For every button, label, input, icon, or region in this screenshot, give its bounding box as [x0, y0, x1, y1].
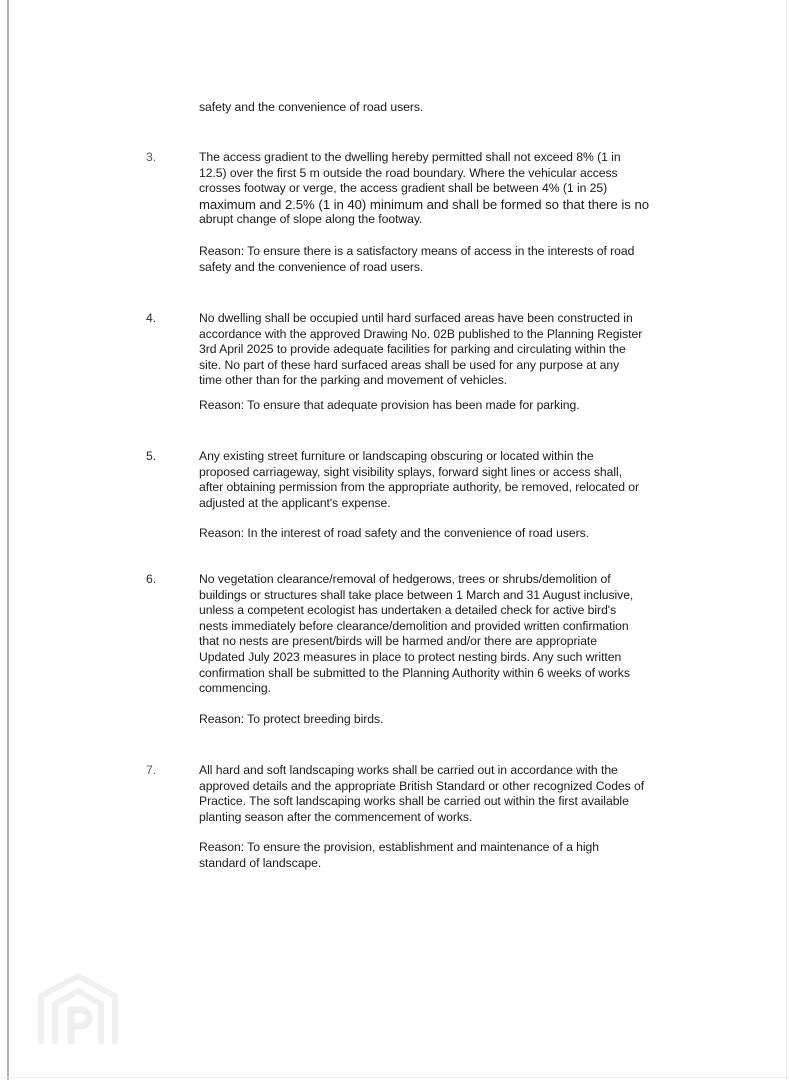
condition-number-7: 7.: [146, 763, 157, 777]
condition-7-reason: [199, 840, 669, 871]
text-line: buildings or structures shall take place between 1 March and 31 August inclusive,: [199, 587, 634, 602]
reason-line: safety and the convenience of road users.: [199, 259, 424, 274]
text-line: The access gradient to the dwelling hereby permitted shall not exceed 8% (1 in: [199, 150, 621, 164]
text-line: crosses footway or verge, the access gradient shall be between 4% (1 in 25): [199, 181, 608, 196]
scan-edge-left: [7, 0, 9, 1080]
text-line: Practice. The soft landscaping works shall be carried out within the first available: [199, 794, 629, 809]
text-line: No vegetation clearance/removal of hedgerows, trees or shrubs/demolition of: [199, 572, 611, 586]
condition-6-reason: [199, 712, 669, 728]
condition-3-reason: [199, 244, 669, 275]
text-line: approved details and the appropriate British Standard or other recognized Codes of: [199, 778, 645, 793]
continuation-text: [199, 100, 669, 116]
reason-line: standard of landscape.: [199, 855, 322, 870]
condition-5-reason: [199, 526, 669, 542]
condition-6-body: [199, 572, 669, 697]
text-line: All hard and soft landscaping works shall be carried out in accordance with the: [199, 763, 618, 777]
condition-7-body: [199, 763, 669, 825]
condition-3-body: [199, 150, 669, 228]
house-p-logo-icon: [36, 972, 120, 1046]
text-line: unless a competent ecologist has undertaken a detailed check for active bird's: [199, 603, 617, 618]
text-line: 3rd April 2025 to provide adequate facilities for parking and circulating within the: [199, 342, 626, 357]
condition-number-6: 6.: [146, 572, 157, 586]
text-line: 12.5) over the first 5 m outside the road boundary. Where the vehicular access: [199, 165, 618, 180]
condition-5-body: [199, 449, 669, 511]
reason-line: Reason: To ensure there is a satisfactory means of access in the interests of road: [199, 244, 635, 258]
text-line: abrupt change of slope along the footway.: [199, 212, 423, 227]
text-line: Updated July 2023 measures in place to protect nesting birds. Any such written: [199, 649, 622, 664]
condition-4-reason: [199, 398, 669, 414]
text-line: Any existing street furniture or landscaping obscuring or located within the: [199, 449, 594, 463]
text-line: time other than for the parking and movement of vehicles.: [199, 373, 508, 388]
text-line: safety and the convenience of road users.: [199, 100, 424, 114]
text-line: site. No part of these hard surfaced areas shall be used for any purpose at any: [199, 357, 620, 372]
scan-edge-bottom: [0, 1077, 789, 1078]
condition-number-5: 5.: [146, 449, 157, 463]
reason-line: Reason: To ensure that adequate provision has been made for parking.: [199, 398, 580, 412]
text-line: commencing.: [199, 681, 271, 696]
text-line: adjusted at the applicant's expense.: [199, 495, 391, 510]
text-line: accordance with the approved Drawing No. 02B published to the Planning Register: [199, 326, 643, 341]
text-line: No dwelling shall be occupied until hard surfaced areas have been constructed in: [199, 311, 633, 325]
text-line: after obtaining permission from the appropriate authority, be removed, relocated or: [199, 480, 640, 495]
text-line: that no nests are present/birds will be harmed and/or there are appropriate: [199, 634, 597, 649]
reason-line: Reason: In the interest of road safety and the convenience of road users.: [199, 526, 589, 540]
reason-line: Reason: To protect breeding birds.: [199, 712, 384, 726]
condition-number-4: 4.: [146, 311, 157, 325]
text-line: confirmation shall be submitted to the Planning Authority within 6 weeks of works: [199, 665, 630, 680]
text-line: maximum and 2.5% (1 in 40) minimum and shall be formed so that there is no: [199, 196, 650, 212]
text-line: proposed carriageway, sight visibility splays, forward sight lines or access shall,: [199, 464, 623, 479]
condition-4-body: [199, 311, 669, 389]
reason-line: Reason: To ensure the provision, establishment and maintenance of a high: [199, 840, 599, 854]
text-line: planting season after the commencement of works.: [199, 809, 473, 824]
text-line: nests immediately before clearance/demolition and provided written confirmation: [199, 618, 629, 633]
condition-number-3: 3.: [146, 150, 157, 164]
scan-edge-right: [786, 0, 787, 1080]
